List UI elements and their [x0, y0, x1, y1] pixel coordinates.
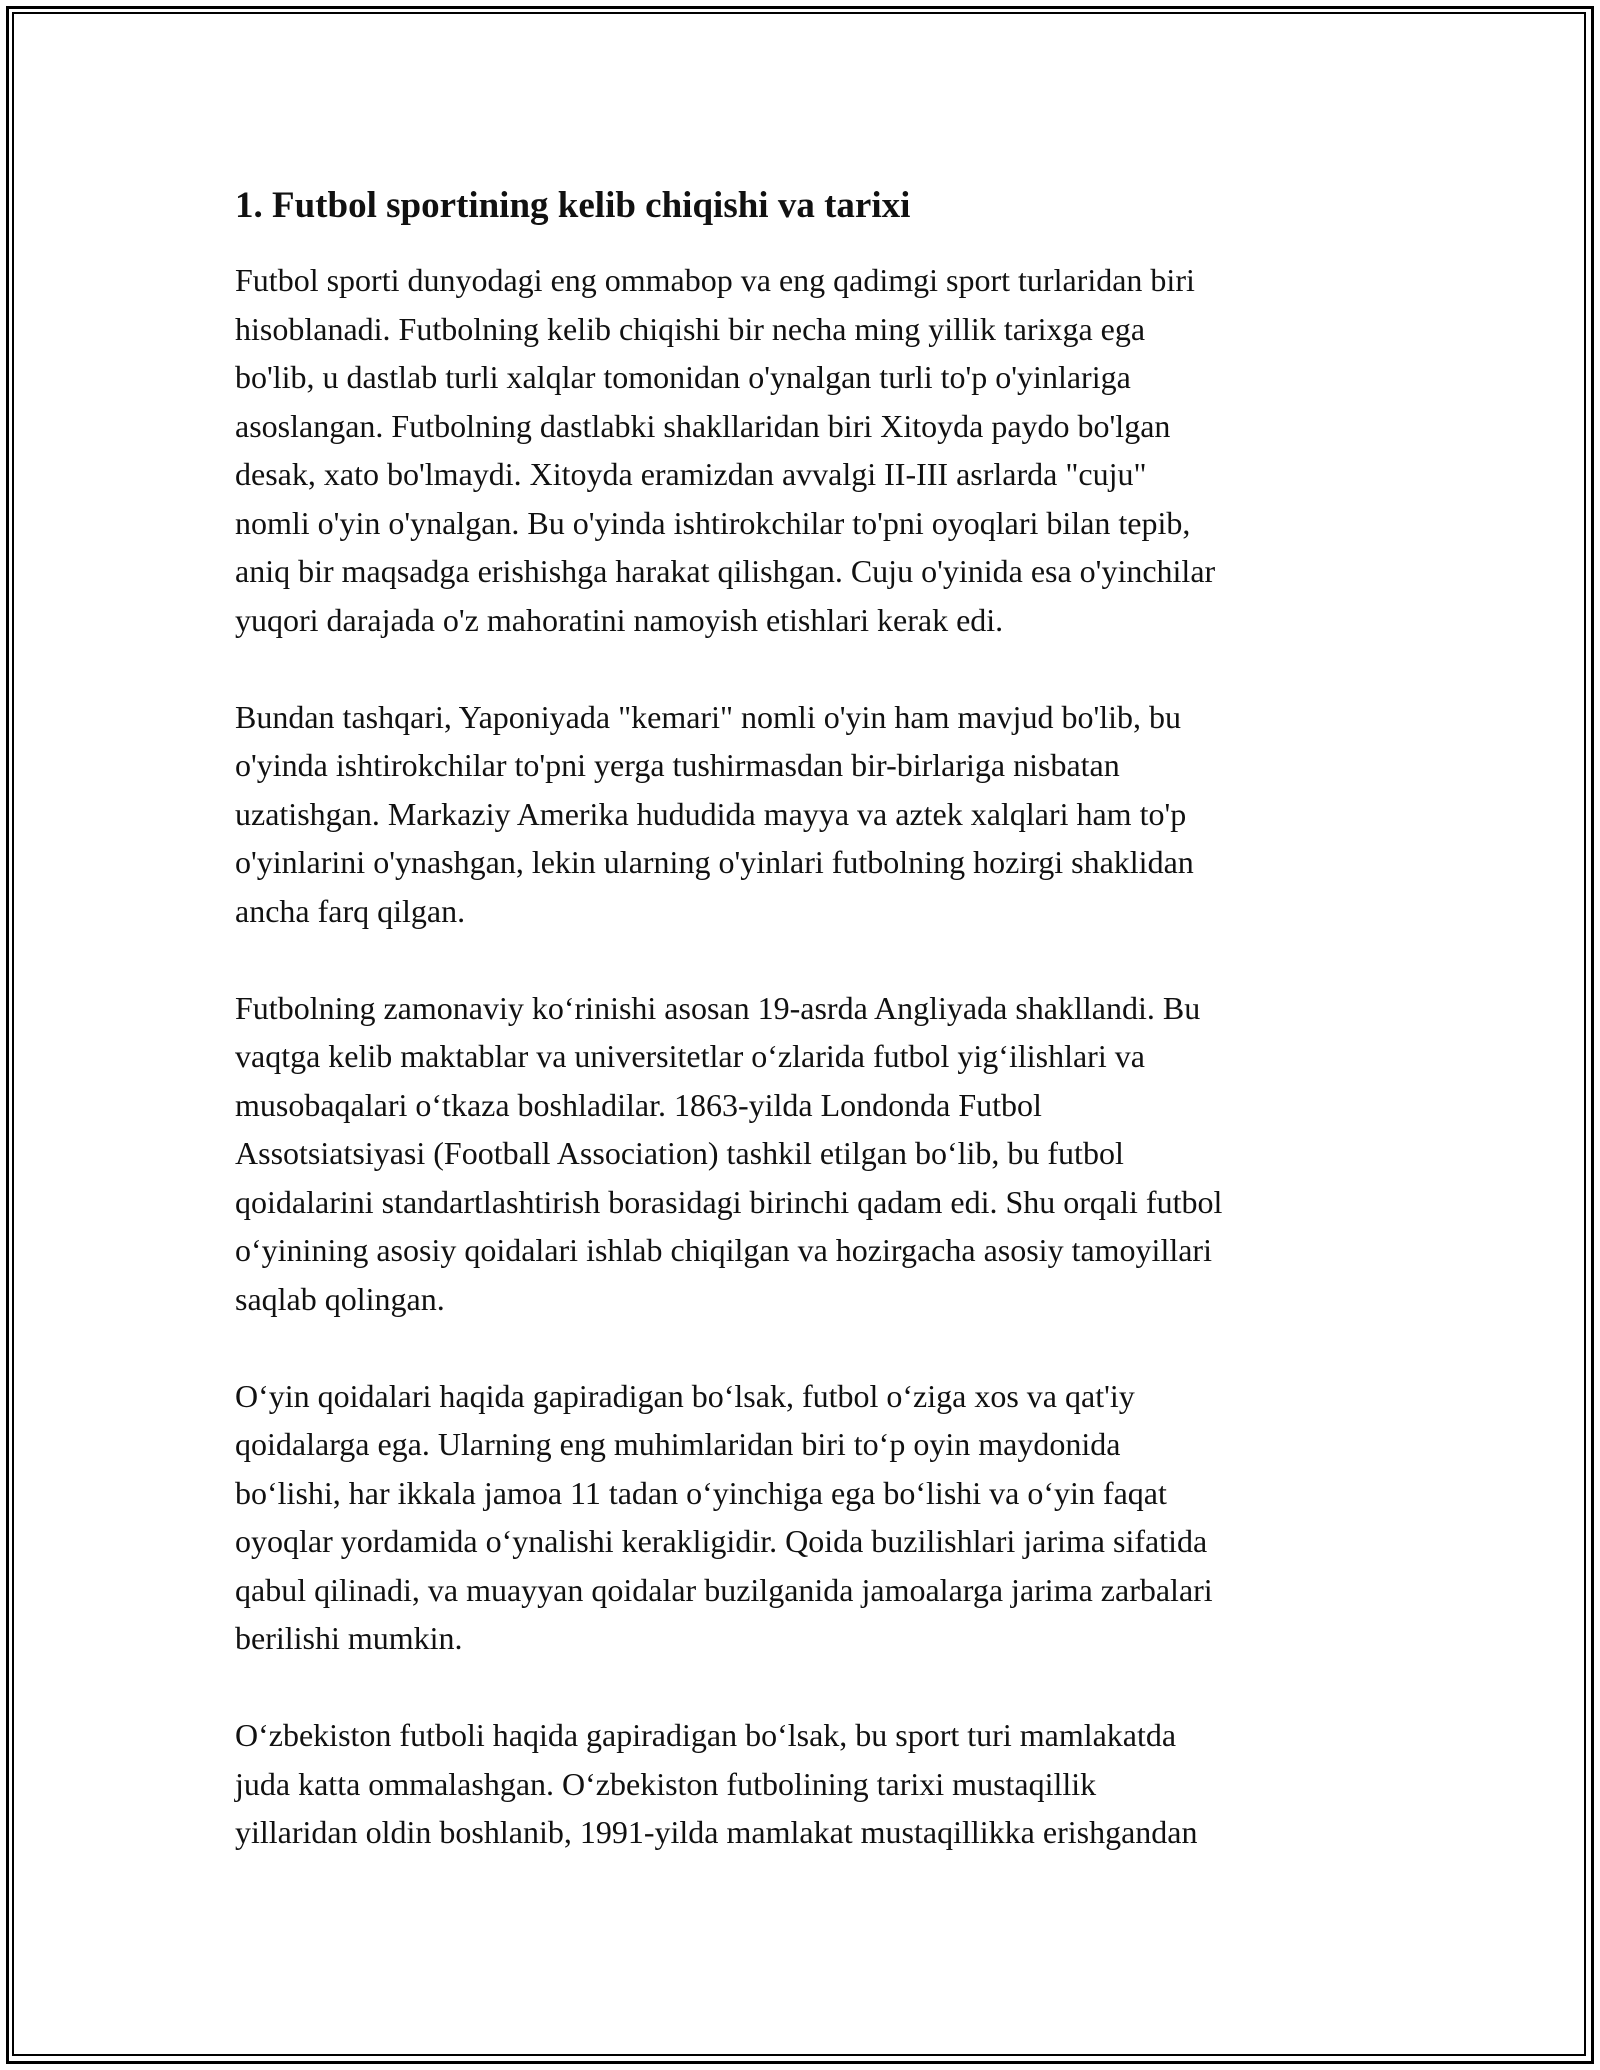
text-line: qabul qilinadi, va muayyan qoidalar buzilganida jamoalarga jarima zarbalari [235, 1571, 1213, 1608]
text-line: desak, xato bo'lmaydi. Xitoyda eramizdan avvalgi II-III asrlarda "cuju" [235, 456, 1147, 493]
text-line: asoslangan. Futbolning dastlabki shakllaridan biri Xitoyda paydo bo'lgan [235, 407, 1171, 444]
text-line: oyoqlar yordamida oʻynalishi kerakligidir. Qoida buzilishlari jarima sifatida [235, 1523, 1208, 1560]
text-line: Futbol sporti dunyodagi eng ommabop va eng qadimgi sport turlaridan biri [235, 262, 1195, 299]
text-line: bo'lib, u dastlab turli xalqlar tomonidan o'ynalgan turli to'p o'yinlariga [235, 359, 1131, 396]
text-line: aniq bir maqsadga erishishga harakat qilishgan. Cuju o'yinida esa o'yinchilar [235, 553, 1216, 590]
text-line: Assotsiatsiyasi (Football Association) tashkil etilgan boʻlib, bu futbol [235, 1135, 1124, 1172]
paragraph-modern-football [235, 984, 1375, 1324]
paragraph-other-games [235, 693, 1375, 936]
text-line: qoidalarga ega. Ularning eng muhimlaridan biri toʻp oyin maydonida [235, 1426, 1121, 1463]
text-line: hisoblanadi. Futbolning kelib chiqishi bir necha ming yillik tarixga ega [235, 310, 1146, 347]
text-line: nomli o'yin o'ynalgan. Bu o'yinda ishtirokchilar to'pni oyoqlari bilan tepib, [235, 504, 1191, 541]
text-line: yillaridan oldin boshlanib, 1991-yilda mamlakat mustaqillikka erishgandan [235, 1814, 1198, 1851]
text-line: musobaqalari oʻtkaza boshladilar. 1863-yilda Londonda Futbol [235, 1086, 1042, 1123]
paragraph-rules [235, 1372, 1375, 1663]
section-heading: 1. Futbol sportining kelib chiqishi va tarixi [235, 185, 911, 226]
text-line: Oʻzbekiston futboli haqida gapiradigan boʻlsak, bu sport turi mamlakatda [235, 1717, 1177, 1754]
text-line: o'yinda ishtirokchilar to'pni yerga tushirmasdan bir-birlariga nisbatan [235, 747, 1120, 784]
text-line: yuqori darajada o'z mahoratini namoyish etishlari kerak edi. [235, 601, 1004, 638]
document-body [235, 184, 1375, 1905]
text-line: Futbolning zamonaviy koʻrinishi asosan 19-asrda Angliyada shakllandi. Bu [235, 989, 1201, 1026]
text-line: oʻyinining asosiy qoidalari ishlab chiqilgan va hozirgacha asosiy tamoyillari [235, 1232, 1212, 1269]
paragraph-uzbekistan [235, 1711, 1375, 1857]
text-line: ancha farq qilgan. [235, 892, 466, 929]
text-line: saqlab qolingan. [235, 1280, 445, 1317]
text-line: qoidalarini standartlashtirish borasidagi birinchi qadam edi. Shu orqali futbol [235, 1183, 1223, 1220]
text-line: berilishi mumkin. [235, 1620, 463, 1657]
paragraph-origins [235, 256, 1375, 644]
text-line: juda katta ommalashgan. Oʻzbekiston futbolining tarixi mustaqillik [235, 1765, 1097, 1802]
text-line: o'yinlarini o'ynashgan, lekin ularning o'yinlari futbolning hozirgi shaklidan [235, 844, 1194, 881]
text-line: Oʻyin qoidalari haqida gapiradigan boʻlsak, futbol oʻziga xos va qat'iy [235, 1377, 1135, 1414]
text-line: uzatishgan. Markaziy Amerika hududida mayya va aztek xalqlari ham to'p [235, 795, 1187, 832]
text-line: Bundan tashqari, Yaponiyada "kemari" nomli o'yin ham mavjud bo'lib, bu [235, 698, 1181, 735]
text-line: vaqtga kelib maktablar va universitetlar oʻzlarida futbol yigʻilishlari va [235, 1038, 1145, 1075]
text-line: boʻlishi, har ikkala jamoa 11 tadan oʻyinchiga ega boʻlishi va oʻyin faqat [235, 1474, 1167, 1511]
